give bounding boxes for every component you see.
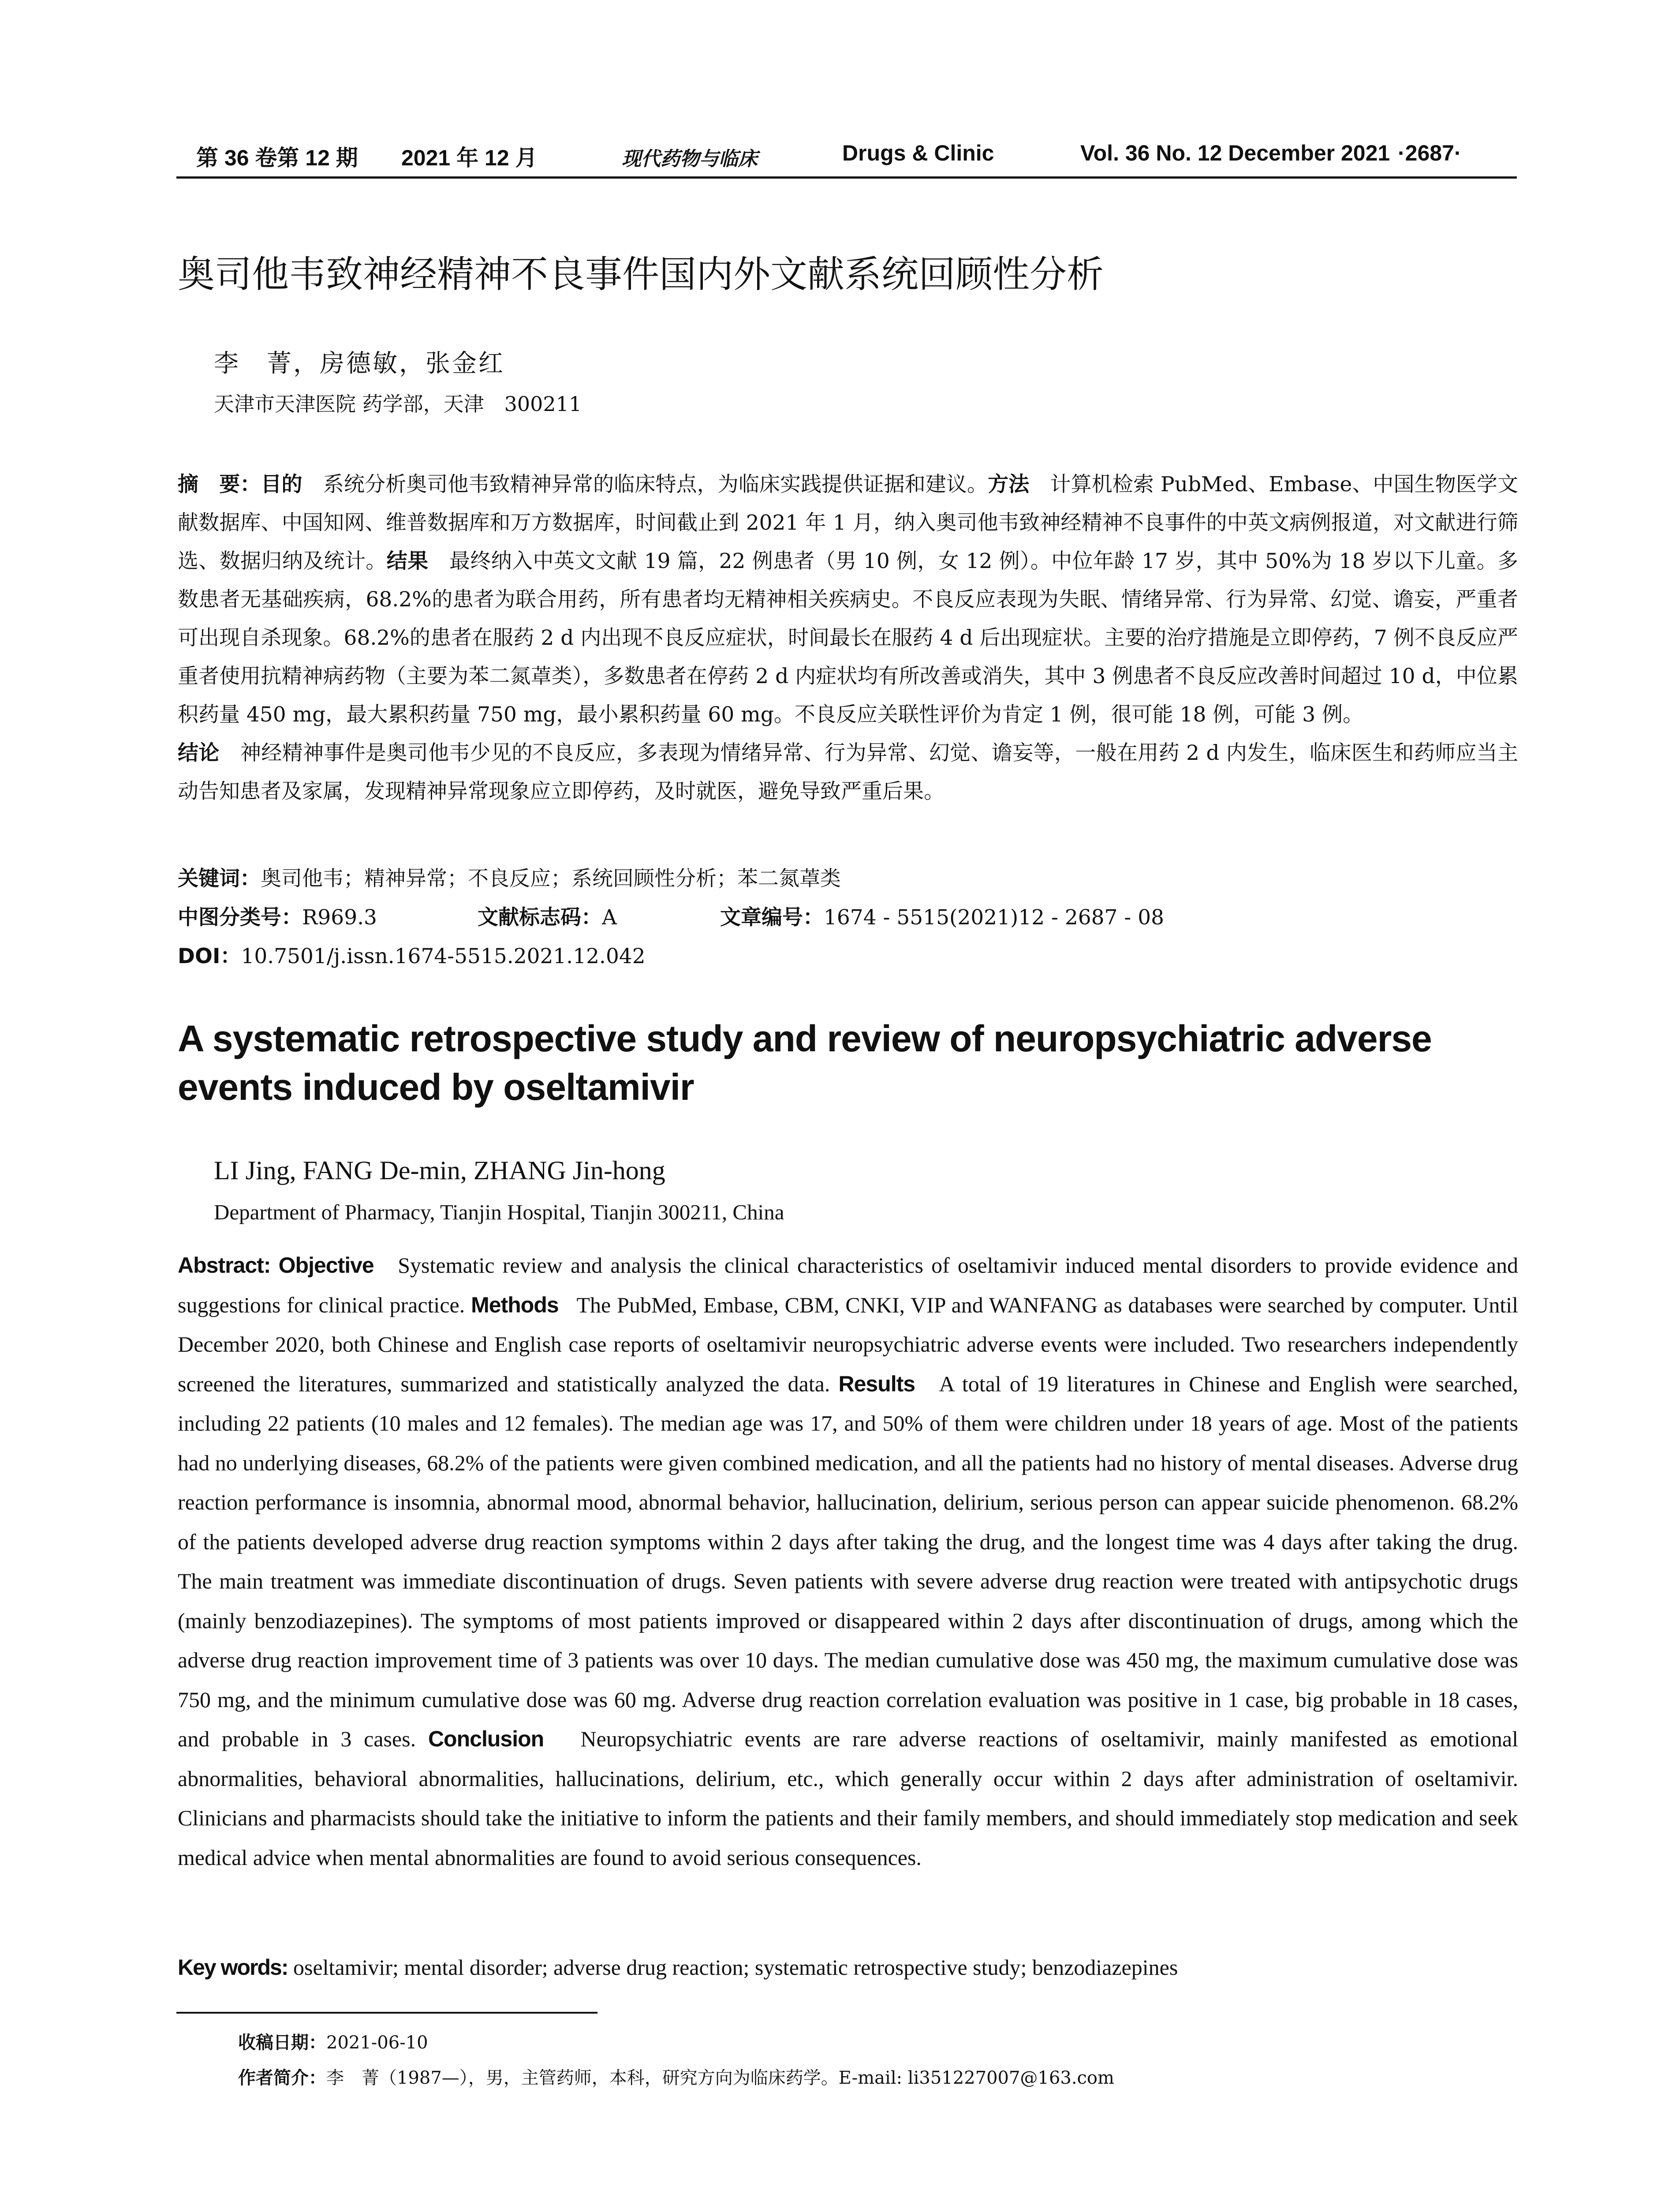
- article-title-cn: 奥司他韦致神经精神不良事件国内外文献系统回顾性分析: [178, 253, 1104, 296]
- doc-code-value: A: [602, 905, 617, 930]
- clc-label: 中图分类号：: [178, 905, 302, 930]
- conclusion-label-cn: 结论: [178, 741, 220, 765]
- results-text-en: A total of 19 literatures in Chinese and English were searched, including 22 patients (10 males and 12 females). The median age was 17, and 50% of them were children under 18 years of age. Most of the patients had no underlying diseases, 68.2% of the patients were given combined medication, and all the patients had no history of mental diseases. Adverse drug reaction performance is insomnia, abnormal mood, abnormal behavior, hallucination, delirium, serious person can appear suicide phenomenon. 68.2% of the patients developed adverse drug reaction symptoms within 2 days after taking the drug, and the longest time was 4 days after taking the drug. The main treatment was immediate discontinuation of drugs. Seven patients with severe adverse drug reaction were treated with antipsychotic drugs (mainly benzodiazepines). The symptoms of most patients improved or disappeared within 2 days after discontinuation of drugs, among which the adverse drug reaction improvement time of 3 patients was over 10 days. The median cumulative dose was 450 mg, the maximum cumulative dose was 750 mg, and the minimum cumulative dose was 60 mg. Adverse drug reaction correlation evaluation was positive in 1 case, big probable in 18 cases, and probable in 3 cases.: [178, 1371, 1518, 1751]
- conclusion-text-en: Neuropsychiatric events are rare adverse reactions of oseltamivir, mainly manifested as emotional abnormalities, behavioral abnormalities, hallucinations, delirium, etc., which generally occur within 2 days after administration of oseltamivir. Clinicians and pharmacists should take the initiative to inform the patients and their family members, and should immediately stop medication and seek medical advice when mental abnormalities are found to avoid serious consequences.: [178, 1727, 1519, 1870]
- results-text-cn: 最终纳入中英文文献 19 篇，22 例患者（男 10 例，女 12 例）。中位年龄 17 岁，其中 50%为 18 岁以下儿童。多数患者无基础疾病，68.2%的患者为联合用药，所有患者均无精神相关疾病史。不良反应表现为失眠、情绪异常、行为异常、幻觉、谵妄，严重者可出现自杀现象。68.2%的患者在服药 2 d 内出现不良反应症状，时间最长在服药 4 d 后出现症状。主要的治疗措施是立即停药，7 例不良反应严重者使用抗精神病药物（主要为苯二氮䓬类），多数患者在停药 2 d 内症状均有所改善或消失，其中 3 例患者不良反应改善时间超过 10 d，中位累积药量 450 mg，最大累积药量 750 mg，最小累积药量 60 mg。不良反应关联性评价为肯定 1 例，很可能 18 例，可能 3 例。: [178, 549, 1519, 727]
- footnote-received: [238, 2029, 428, 2054]
- methods-label-cn: 方法: [988, 472, 1030, 497]
- methods-label-en: Methods: [471, 1292, 559, 1317]
- results-label-cn: 结果: [386, 549, 429, 573]
- abstract-cn: [178, 465, 1518, 811]
- journal-name-cn: 现代药物与临床: [622, 148, 758, 170]
- keywords-label-cn: 关键词：: [178, 867, 261, 891]
- footnote-rule: [176, 2012, 597, 2014]
- methods-text-en: The PubMed, Embase, CBM, CNKI, VIP and WANFANG as databases were searched by computer. Until December 2020, both Chinese and English case reports of oseltamivir neuropsychiatric adverse events were included. Two researchers independently screened the literatures, summarized and statistically analyzed the data.: [178, 1292, 1518, 1396]
- keywords-text-cn: 奥司他韦；精神异常；不良反应；系统回顾性分析；苯二氮䓬类: [261, 867, 841, 891]
- conclusion-text-cn: 神经精神事件是奥司他韦少见的不良反应，多表现为情绪异常、行为异常、幻觉、谵妄等，一般在用药 2 d 内发生，临床医生和药师应当主动告知患者及家属，发现精神异常现象应立即停药，及时就医，避免导致严重后果。: [178, 741, 1519, 804]
- objective-label-cn: 目的: [261, 472, 302, 497]
- objective-text-en: Systematic review and analysis the clinical characteristics of oseltamivir induced mental disorders to provide evidence and suggestions for clinical practice.: [178, 1253, 1519, 1317]
- doi-line: [178, 940, 1518, 969]
- abstract-label-cn: 摘 要：: [178, 472, 261, 497]
- author-bio-text: 李 菁（1987—），男，主管药师，本科，研究方向为临床药学。E-mail: li351227007@163.com: [326, 2068, 1114, 2088]
- volume-issue-cn: 第 36 卷第 12 期: [196, 146, 358, 170]
- journal-name-en: Drugs & Clinic: [842, 141, 994, 165]
- received-label: 收稿日期：: [238, 2033, 326, 2053]
- keywords-label-en: Key words:: [178, 1955, 288, 1980]
- clc-value: R969.3: [302, 905, 377, 930]
- affiliation-cn: 天津市天津医院 药学部，天津 300211: [214, 392, 582, 416]
- article-no-label: 文章编号：: [720, 905, 824, 930]
- doi-label: DOI：: [178, 944, 241, 968]
- volume-issue-en: Vol. 36 No. 12 December 2021: [1080, 141, 1390, 165]
- doi-value: 10.7501/j.issn.1674-5515.2021.12.042: [241, 944, 646, 968]
- date-cn: 2021 年 12 月: [401, 146, 538, 170]
- abstract-label-en: Abstract:: [178, 1253, 271, 1278]
- classification-line: [178, 901, 1518, 931]
- objective-text-cn: 系统分析奥司他韦致精神异常的临床特点，为临床实践提供证据和建议。: [323, 472, 988, 497]
- affiliation-en: Department of Pharmacy, Tianjin Hospital, Tianjin 300211, China: [214, 1200, 784, 1224]
- article-no-value: 1674 - 5515(2021)12 - 2687 - 08: [824, 905, 1165, 930]
- keywords-text-en: oseltamivir; mental disorder; adverse drug reaction; systematic retrospective study; benzodiazepines: [293, 1955, 1178, 1980]
- objective-label-en: Objective: [278, 1253, 374, 1278]
- authors-en: LI Jing, FANG De-min, ZHANG Jin-hong: [214, 1156, 665, 1185]
- page-number: ·2687·: [1398, 141, 1462, 165]
- header-rule: [176, 176, 1517, 179]
- article-title-en: A systematic retrospective study and review of neuropsychiatric adverse events induced by oseltamivir: [178, 1018, 1432, 1108]
- doc-code-label: 文献标志码：: [478, 905, 602, 930]
- authors-cn: 李 菁，房德敏，张金红: [214, 349, 505, 378]
- received-date: 2021-06-10: [326, 2033, 428, 2053]
- keywords-en: [178, 1955, 1178, 1980]
- footnote-author-bio: [238, 2064, 1114, 2089]
- author-bio-label: 作者简介：: [238, 2068, 326, 2088]
- abstract-en: [178, 1246, 1518, 1877]
- methods-text-cn: 计算机检索 PubMed、Embase、中国生物医学文献数据库、中国知网、维普数据库和万方数据库，时间截止到 2021 年 1 月，纳入奥司他韦致神经精神不良事件的中英文病例报道，对文献进行筛选、数据归纳及统计。: [178, 472, 1519, 573]
- conclusion-label-en: Conclusion: [428, 1727, 544, 1751]
- results-label-en: Results: [838, 1371, 915, 1396]
- keywords-cn: [178, 862, 1518, 892]
- running-header: [176, 140, 1517, 169]
